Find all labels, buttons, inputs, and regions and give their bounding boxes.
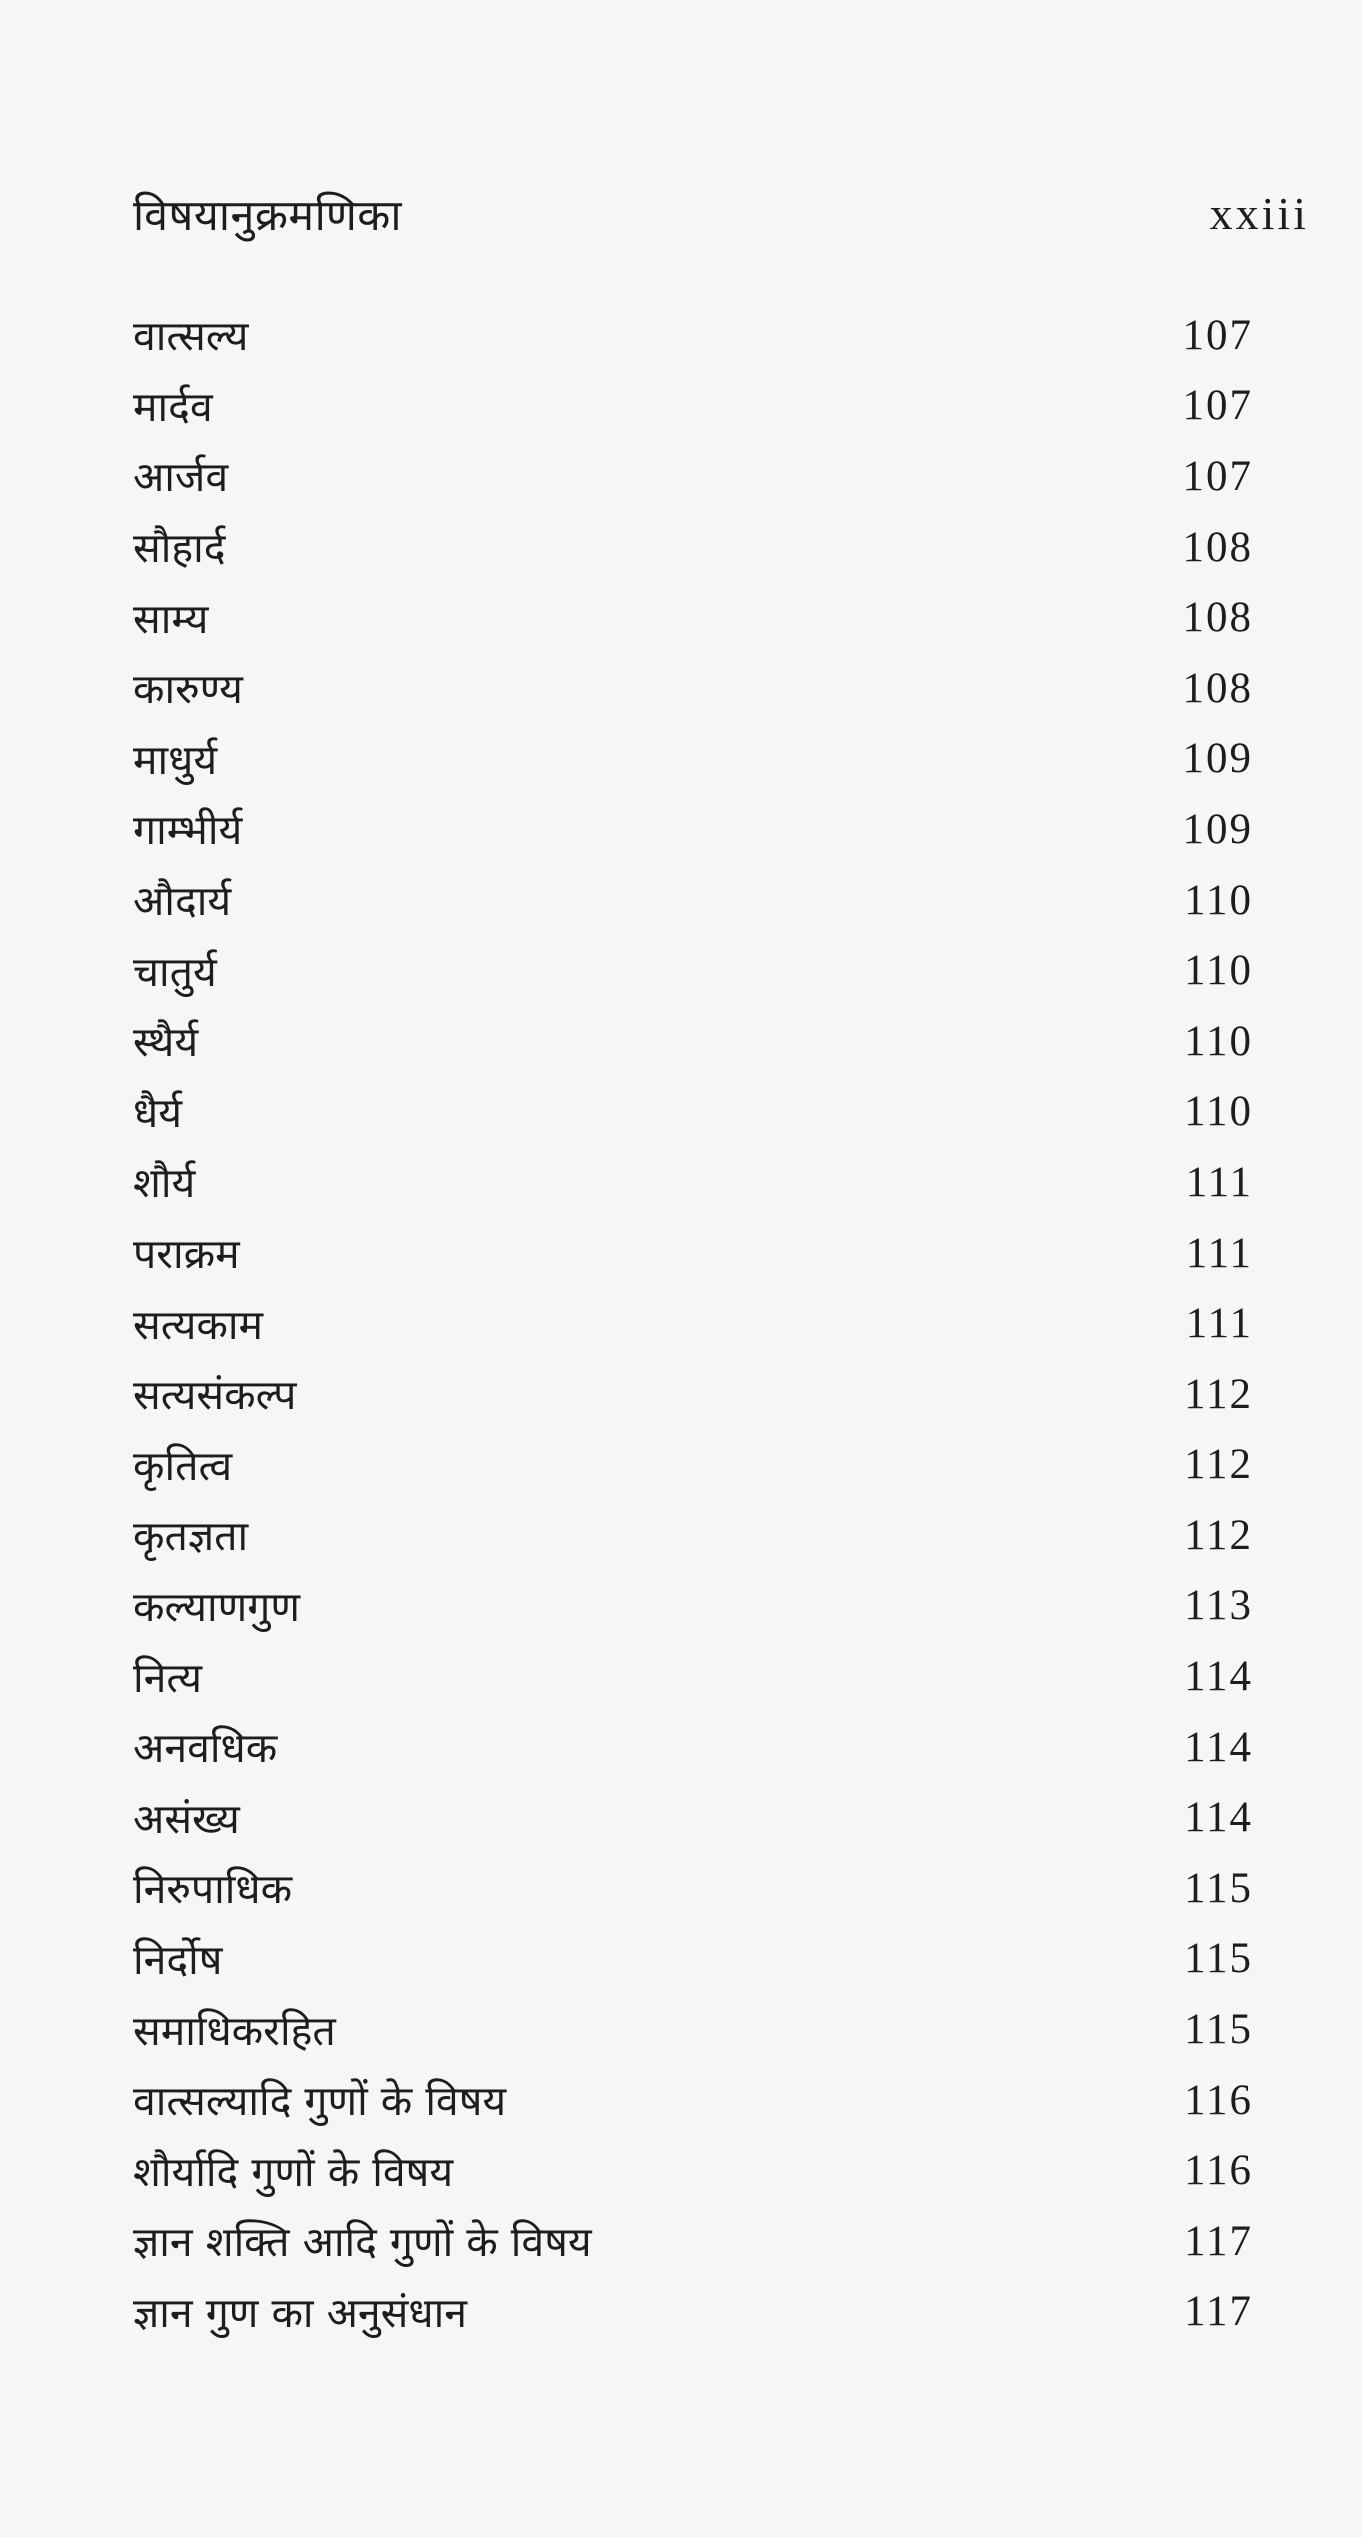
toc-entry-page: 114 <box>1184 1794 1253 1842</box>
toc-entry-page: 115 <box>1184 1864 1253 1912</box>
toc-entry-title: माधुर्य <box>133 735 218 784</box>
toc-entry-page: 114 <box>1184 1653 1253 1701</box>
toc-entry-page: 112 <box>1184 1511 1253 1559</box>
toc-entry-title: औदार्य <box>133 877 232 926</box>
toc-entry <box>133 1924 1253 1995</box>
toc-entry-page: 115 <box>1184 2006 1253 2054</box>
toc-entry-page: 107 <box>1182 311 1253 359</box>
toc-entry <box>133 1571 1253 1642</box>
toc-entry-title: मार्दव <box>133 382 213 431</box>
toc-entry <box>133 653 1253 724</box>
toc-entry <box>133 2206 1253 2277</box>
toc-entry <box>133 1006 1253 1077</box>
toc-entry-title: शौर्य <box>133 1159 196 1208</box>
toc-entry-title: सौहार्द <box>133 524 226 573</box>
toc-entry <box>133 794 1253 865</box>
toc-entry <box>133 2065 1253 2136</box>
toc-entry-title: सत्यकाम <box>133 1300 264 1349</box>
toc-entry-title: ज्ञान गुण का अनुसंधान <box>133 2288 467 2337</box>
toc-entry-title: कारुण्य <box>133 665 243 714</box>
toc-entry-title: शौर्यादि गुणों के विषय <box>133 2147 454 2196</box>
toc-entry <box>133 1359 1253 1430</box>
toc-entry <box>133 371 1253 442</box>
toc-entry-page: 108 <box>1182 523 1253 571</box>
page-title: विषयानुक्रमणिका <box>133 190 402 241</box>
toc-entry-title: कल्याणगुण <box>133 1582 300 1631</box>
toc-entry <box>133 2135 1253 2206</box>
toc-entry-page: 107 <box>1182 382 1253 430</box>
toc-entry <box>133 441 1253 512</box>
toc-entry-title: स्थैर्य <box>133 1018 199 1067</box>
toc-entry-page: 107 <box>1182 452 1253 500</box>
toc-entry <box>133 865 1253 936</box>
table-of-contents <box>133 300 1253 2347</box>
toc-entry-page: 117 <box>1184 2288 1253 2336</box>
toc-entry-title: निरुपाधिक <box>133 1865 293 1914</box>
toc-entry-page: 111 <box>1185 1158 1253 1206</box>
toc-entry-page: 112 <box>1184 1370 1253 1418</box>
toc-entry-title: कृतज्ञता <box>133 1512 249 1561</box>
toc-entry <box>133 724 1253 795</box>
toc-entry-title: सत्यसंकल्प <box>133 1371 297 1420</box>
toc-entry-title: समाधिकरहित <box>133 2006 336 2055</box>
toc-entry-page: 109 <box>1182 735 1253 783</box>
toc-entry-page: 108 <box>1182 594 1253 642</box>
toc-entry <box>133 1994 1253 2065</box>
running-header <box>133 178 1309 248</box>
toc-entry-page: 116 <box>1184 2147 1253 2195</box>
toc-entry-page: 113 <box>1184 1582 1253 1630</box>
toc-entry-page: 115 <box>1184 1935 1253 1983</box>
toc-entry-page: 111 <box>1185 1300 1253 1348</box>
toc-entry-title: ज्ञान शक्ति आदि गुणों के विषय <box>133 2218 592 2267</box>
toc-entry <box>133 1853 1253 1924</box>
toc-entry-page: 110 <box>1184 947 1253 995</box>
toc-entry-title: निर्दोष <box>133 1935 223 1984</box>
toc-entry <box>133 582 1253 653</box>
toc-entry <box>133 1077 1253 1148</box>
toc-entry-title: कृतित्व <box>133 1441 233 1490</box>
toc-entry-title: असंख्य <box>133 1794 240 1843</box>
toc-entry-page: 116 <box>1184 2076 1253 2124</box>
toc-entry <box>133 1641 1253 1712</box>
toc-entry-page: 111 <box>1185 1229 1253 1277</box>
toc-entry-title: वात्सल्यादि गुणों के विषय <box>133 2077 507 2126</box>
toc-entry-page: 109 <box>1182 805 1253 853</box>
toc-entry <box>133 1430 1253 1501</box>
toc-entry <box>133 1782 1253 1853</box>
toc-entry-page: 112 <box>1184 1441 1253 1489</box>
toc-entry-title: धैर्य <box>133 1088 182 1137</box>
toc-entry-page: 110 <box>1184 876 1253 924</box>
toc-entry <box>133 1500 1253 1571</box>
toc-entry <box>133 935 1253 1006</box>
toc-entry-page: 108 <box>1182 664 1253 712</box>
page-number: xxiii <box>1209 187 1309 239</box>
toc-entry-title: वात्सल्य <box>133 312 249 361</box>
toc-entry-title: नित्य <box>133 1653 203 1702</box>
toc-entry <box>133 1218 1253 1289</box>
toc-entry <box>133 1712 1253 1783</box>
toc-entry-page: 117 <box>1184 2217 1253 2265</box>
toc-entry <box>133 1288 1253 1359</box>
toc-entry <box>133 512 1253 583</box>
toc-entry <box>133 300 1253 371</box>
toc-entry <box>133 2277 1253 2348</box>
toc-entry-title: चातुर्य <box>133 947 217 996</box>
toc-entry-page: 114 <box>1184 1723 1253 1771</box>
toc-entry-title: गाम्भीर्य <box>133 806 243 855</box>
toc-entry-title: पराक्रम <box>133 1230 240 1279</box>
toc-entry-title: साम्य <box>133 594 209 643</box>
toc-entry-title: अनवधिक <box>133 1724 278 1773</box>
toc-entry-page: 110 <box>1184 1088 1253 1136</box>
toc-entry-page: 110 <box>1184 1017 1253 1065</box>
toc-entry <box>133 1147 1253 1218</box>
toc-entry-title: आर्जव <box>133 453 229 502</box>
